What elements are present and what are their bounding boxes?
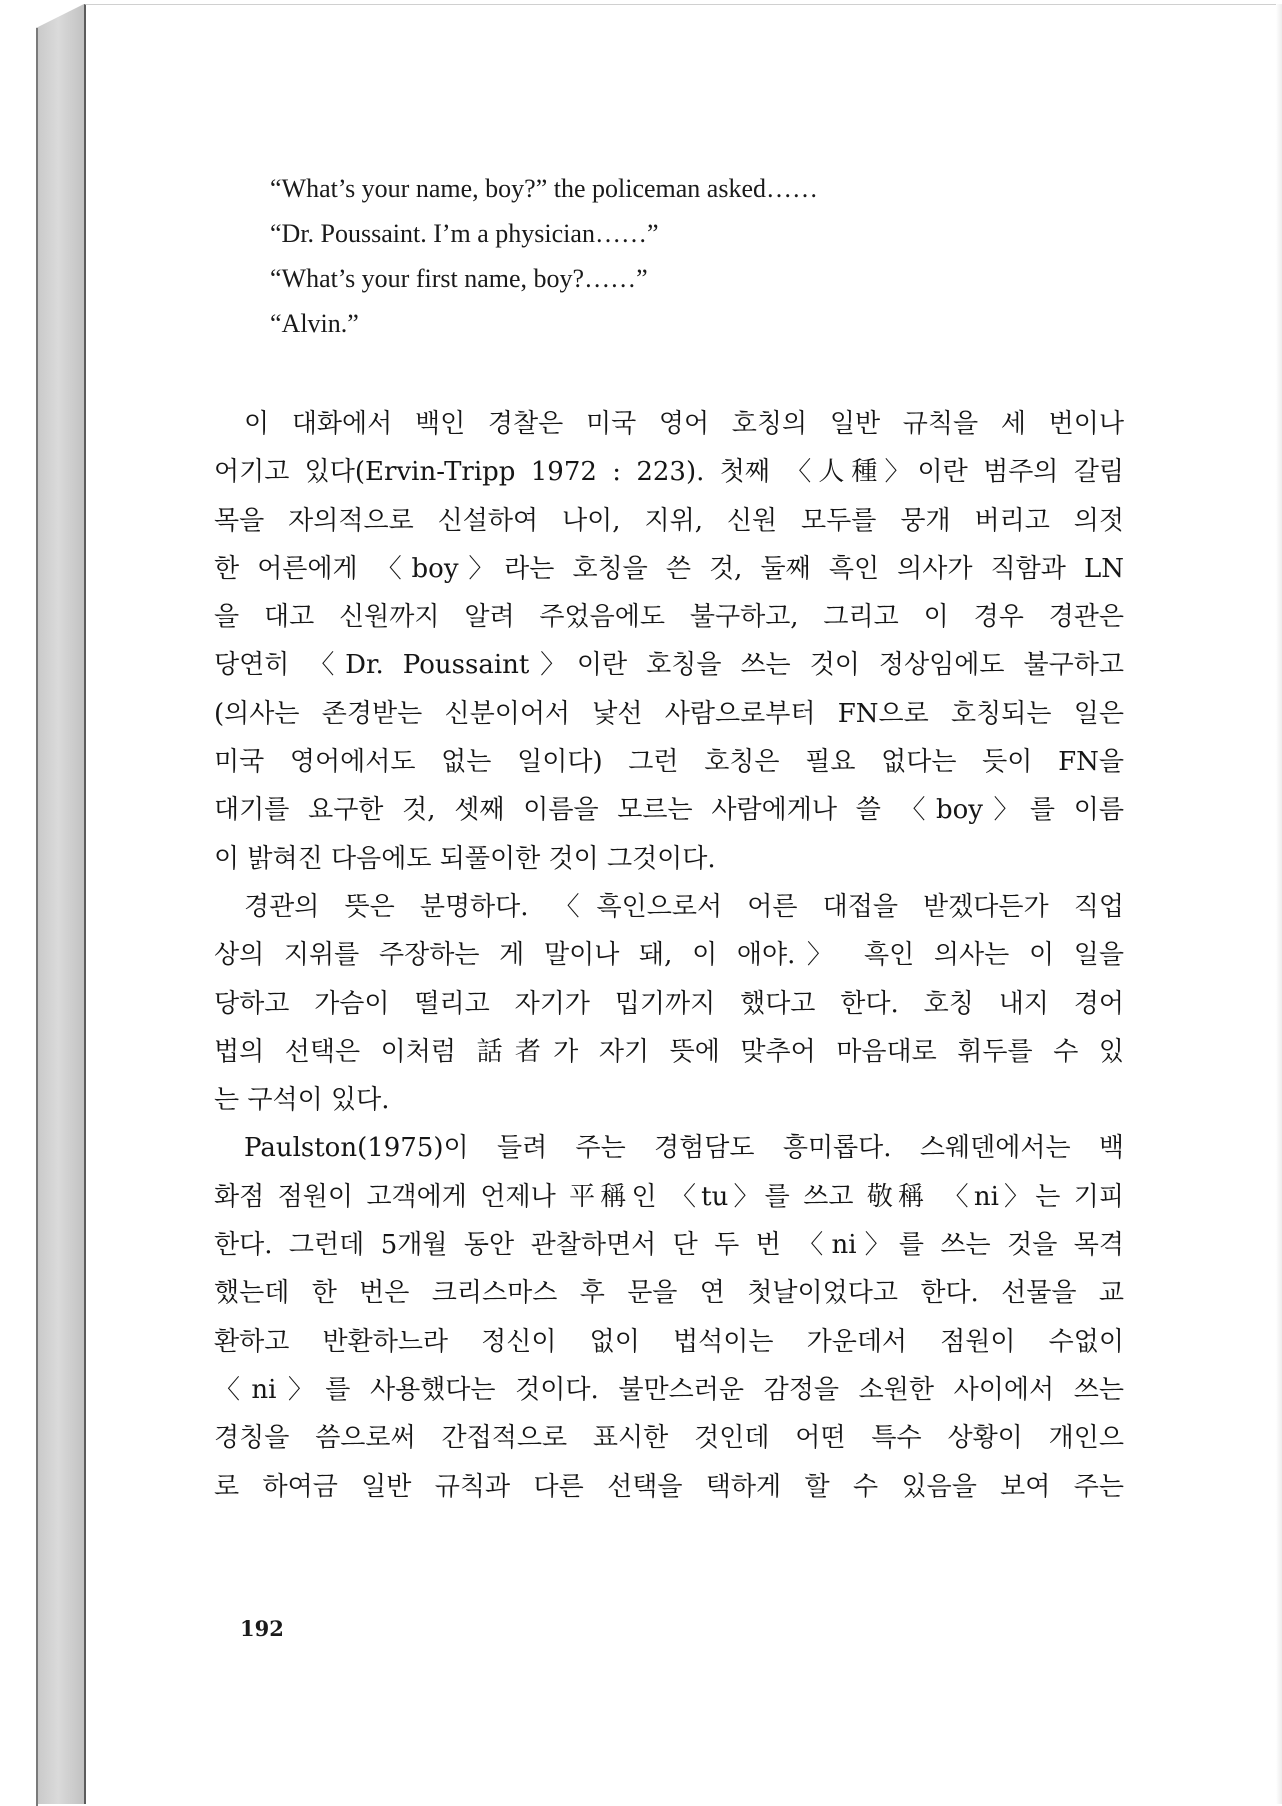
text-line: Paulston(1975)이 들려 주는 경험담도 흥미롭다. 스웨덴에서는 백 [244,1133,1124,1164]
text-line: 경칭을 씀으로써 간접적으로 표시한 것인데 어떤 특수 상황이 개인으 [214,1423,1124,1454]
paragraph-1 [214,400,1124,883]
text-line: 상의 지위를 주장하는 게 말이나 돼, 이 애야.〉 흑인 의사는 이 일을 [214,940,1124,971]
text-line: 한 어른에게 〈boy〉라는 호칭을 쓴 것, 둘째 흑인 의사가 직함과 LN [214,553,1124,584]
body-text [214,400,1124,1511]
text-line: 어기고 있다(Ervin-Tripp 1972 : 223). 첫째 〈人種〉이란 범주의 갈림 [214,457,1124,488]
text-line: 는 구석이 있다. [214,1085,390,1116]
dialogue-line: “What’s your name, boy?” the policeman asked…… [270,174,818,203]
book-spine [36,4,84,1804]
book-spine-edge [36,28,38,1806]
paragraph-2 [214,883,1124,1124]
text-line: 목을 자의적으로 신설하여 나이, 지위, 신원 모두를 뭉개 버리고 의젓 [214,505,1124,536]
text-line: 한다. 그런데 5개월 동안 관찰하면서 단 두 번 〈ni〉를 쓰는 것을 목격 [214,1230,1124,1261]
text-line: 법의 선택은 이처럼 話者가 자기 뜻에 맞추어 마음대로 휘두를 수 있 [214,1036,1124,1067]
dialogue-line: “What’s your first name, boy?……” [270,264,648,293]
dialogue-line: “Dr. Poussaint. I’m a physician……” [270,219,659,248]
dialogue-quote [270,166,1090,346]
text-line: 을 대고 신원까지 알려 주었음에도 불구하고, 그리고 이 경우 경관은 [214,602,1124,633]
text-line: 이 밝혀진 다음에도 되풀이한 것이 그것이다. [214,843,716,874]
text-line: 했는데 한 번은 크리스마스 후 문을 연 첫날이었다고 한다. 선물을 교 [214,1278,1124,1309]
text-line: 미국 영어에서도 없는 일이다) 그런 호칭은 필요 없다는 듯이 FN을 [214,747,1124,778]
paragraph-3 [214,1124,1124,1510]
text-line: 환하고 반환하느라 정신이 없이 법석이는 가운데서 점원이 수없이 [214,1326,1124,1357]
text-line: 대기를 요구한 것, 셋째 이름을 모르는 사람에게나 쓸 〈boy〉를 이름 [214,795,1124,826]
text-line: 이 대화에서 백인 경찰은 미국 영어 호칭의 일반 규칙을 세 번이나 [244,409,1124,439]
page-number: 192 [240,1616,284,1641]
text-line: 당연히 〈Dr. Poussaint〉이란 호칭을 쓰는 것이 정상임에도 불구하고 [214,650,1124,681]
text-line: 당하고 가슴이 떨리고 자기가 밉기까지 했다고 한다. 호칭 내지 경어 [214,988,1124,1019]
text-line: 화점 점원이 고객에게 언제나 平稱인 〈tu〉를 쓰고 敬稱 〈ni〉는 기피 [214,1181,1124,1212]
text-line: 〈ni〉를 사용했다는 것이다. 불만스러운 감정을 소원한 사이에서 쓰는 [214,1374,1124,1405]
text-line: (의사는 존경받는 신분이어서 낯선 사람으로부터 FN으로 호칭되는 일은 [214,698,1124,729]
dialogue-line: “Alvin.” [270,309,359,338]
page-right-edge [1276,4,1282,1804]
text-line: 로 하여금 일반 규칙과 다른 선택을 택하게 할 수 있음을 보여 주는 [214,1471,1124,1502]
text-line: 경관의 뜻은 분명하다. 〈흑인으로서 어른 대접을 받겠다든가 직업 [244,891,1124,922]
